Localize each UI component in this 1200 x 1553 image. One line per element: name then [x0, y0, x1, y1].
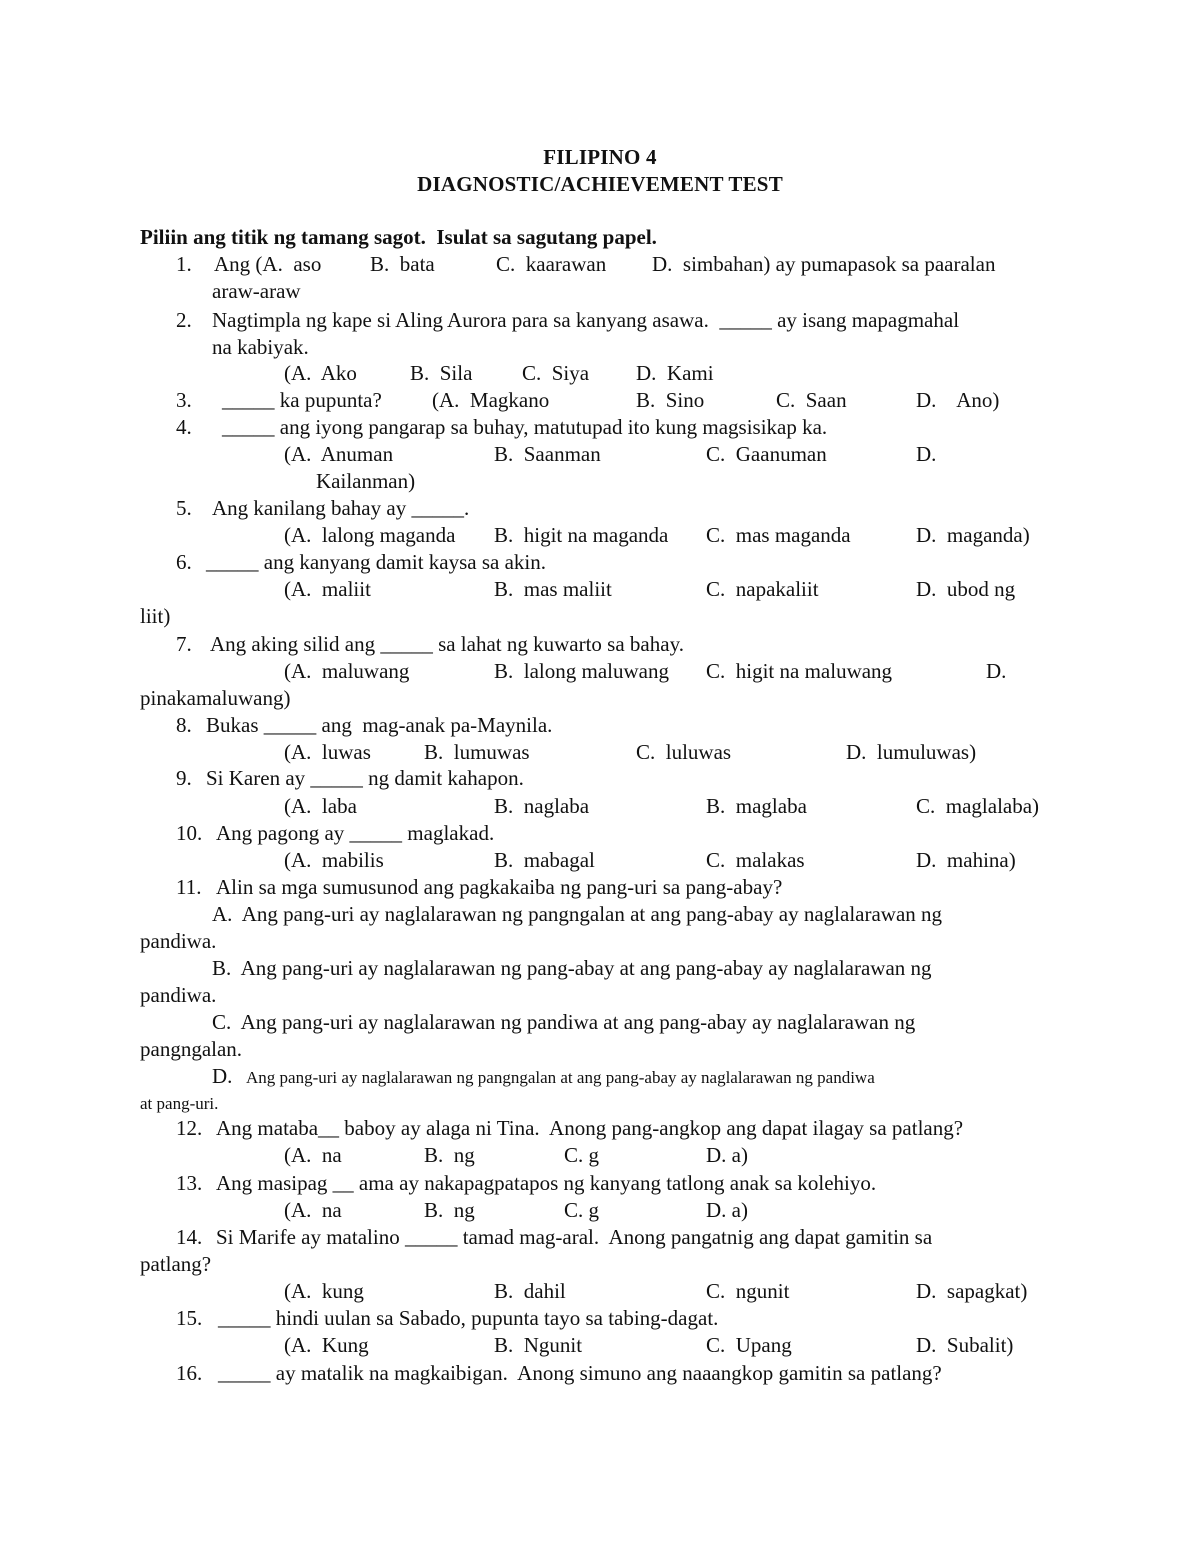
question-text: Ang masipag __ ama ay nakapagpatapos ng kanyang tatlong anak sa kolehiyo. [216, 1171, 877, 1195]
choice-d: D. [916, 442, 937, 466]
choice-continuation: pinakamaluwang) [140, 686, 291, 710]
choice-c: C. Ang pang-uri ay naglalarawan ng pandiwa at ang pang-abay ay naglalarawan ng [212, 1010, 916, 1034]
choice-a: (A. Anuman [284, 442, 394, 466]
choice-a: (A. laba [284, 794, 357, 818]
choice-d: D. [986, 659, 1007, 683]
choice-continuation: pandiwa. [140, 929, 217, 953]
choice-b: B. Saanman [494, 442, 601, 466]
choice-d: D. mahina) [916, 848, 1016, 872]
choice-continuation: pangngalan. [140, 1037, 243, 1061]
choice-a: (A. kung [284, 1279, 364, 1303]
choice-d: D. Kami [636, 361, 714, 385]
choice-c: C. Upang [706, 1333, 792, 1357]
choice-a: (A. maluwang [284, 659, 410, 683]
question-number: 12. [176, 1116, 203, 1140]
choice-a: (A. lalong maganda [284, 523, 456, 547]
choice-b: B. Ngunit [494, 1333, 583, 1357]
choice-b: B. mabagal [494, 848, 595, 872]
question-text: _____ ay matalik na magkaibigan. Anong simuno ang naaangkop gamitin sa patlang? [218, 1361, 942, 1385]
instruction: Piliin ang titik ng tamang sagot. Isulat sa sagutang papel. [140, 225, 657, 249]
choice-a: (A. na [284, 1143, 342, 1167]
choice-d: D. a) [706, 1198, 748, 1222]
question-text: Si Marife ay matalino _____ tamad mag-aral. Anong pangatnig ang dapat gamitin sa [216, 1225, 933, 1249]
question-text: Ang aking silid ang _____ sa lahat ng kuwarto sa bahay. [210, 632, 684, 656]
choice-continuation: Kailanman) [316, 469, 416, 493]
choice-a: A. Ang pang-uri ay naglalarawan ng pangngalan at ang pang-abay ay naglalarawan ng [212, 902, 943, 926]
choice-a: (A. Ako [284, 361, 357, 385]
question-continuation: araw-araw [212, 279, 301, 303]
question-number: 15. [176, 1306, 203, 1330]
choice-a: (A. Magkano [432, 388, 550, 412]
choice-c: C. malakas [706, 848, 805, 872]
choice-c: C. g [564, 1198, 600, 1222]
choice-b: B. ng [424, 1143, 475, 1167]
choice-d: D. maganda) [916, 523, 1030, 547]
choice-c: C. Gaanuman [706, 442, 827, 466]
question-text: _____ hindi uulan sa Sabado, pupunta tayo sa tabing-dagat. [218, 1306, 719, 1330]
choice-d: D. lumuluwas) [846, 740, 977, 764]
choice-d: C. maglalaba) [916, 794, 1040, 818]
document-title: FILIPINO 4 [543, 145, 657, 169]
question-text: _____ ang kanyang damit kaysa sa akin. [206, 550, 546, 574]
choice-c: C. napakaliit [706, 577, 819, 601]
choice-d: D. simbahan) ay pumapasok sa paaralan [652, 252, 996, 276]
choice-b: B. Ang pang-uri ay naglalarawan ng pang-abay at ang pang-abay ay naglalarawan ng [212, 956, 932, 980]
choice-a: (A. Kung [284, 1333, 369, 1357]
choice-c: C. ngunit [706, 1279, 790, 1303]
choice-a: (A. luwas [284, 740, 371, 764]
choice-b: B. ng [424, 1198, 475, 1222]
question-text: Nagtimpla ng kape si Aling Aurora para sa kanyang asawa. _____ ay isang mapagmahal [212, 308, 960, 332]
choice-c: B. maglaba [706, 794, 807, 818]
choice-b: B. bata [370, 252, 435, 276]
choice-d: Ang pang-uri ay naglalarawan ng pangngalan at ang pang-abay ay naglalarawan ng pandiwa [246, 1068, 875, 1087]
question-number: 9. [176, 766, 192, 790]
question-number: 5. [176, 496, 192, 520]
question-number: 14. [176, 1225, 203, 1249]
choice-d: D. Subalit) [916, 1333, 1014, 1357]
question-number: 3. [176, 388, 192, 412]
question-continuation: patlang? [140, 1252, 212, 1276]
choice-b: B. lumuwas [424, 740, 530, 764]
choice-continuation: liit) [140, 604, 171, 628]
choice-b: B. Sila [410, 361, 473, 385]
question-number: 16. [176, 1361, 203, 1385]
question-number: 10. [176, 821, 203, 845]
choice-a: (A. mabilis [284, 848, 384, 872]
question-text: Ang kanilang bahay ay _____. [212, 496, 470, 520]
choice-c: C. higit na maluwang [706, 659, 893, 683]
choice-b: B. lalong maluwang [494, 659, 669, 683]
choice-continuation: pandiwa. [140, 983, 217, 1007]
question-text: _____ ka pupunta? [222, 388, 382, 412]
choice-b: B. naglaba [494, 794, 590, 818]
choice-b: B. Sino [636, 388, 705, 412]
document-subtitle: DIAGNOSTIC/ACHIEVEMENT TEST [417, 172, 783, 196]
choice-d-letter: D. [212, 1064, 233, 1088]
choice-b: B. mas maliit [494, 577, 612, 601]
choice-d: D. ubod ng [916, 577, 1016, 601]
question-text: Ang pagong ay _____ maglakad. [216, 821, 495, 845]
question-text: Ang mataba__ baboy ay alaga ni Tina. Anong pang-angkop ang dapat ilagay sa patlang? [216, 1116, 964, 1140]
choice-d: D. a) [706, 1143, 748, 1167]
question-number: 7. [176, 632, 192, 656]
question-number: 8. [176, 713, 192, 737]
choice-a: (A. maliit [284, 577, 371, 601]
question-text: Ang (A. aso [214, 252, 322, 276]
choice-a: (A. na [284, 1198, 342, 1222]
choice-c: C. Saan [776, 388, 847, 412]
choice-c: C. mas maganda [706, 523, 851, 547]
choice-c: C. kaarawan [496, 252, 607, 276]
question-continuation: na kabiyak. [212, 335, 309, 359]
choice-b: B. higit na maganda [494, 523, 669, 547]
question-number: 4. [176, 415, 192, 439]
question-text: Alin sa mga sumusunod ang pagkakaiba ng pang-uri sa pang-abay? [216, 875, 783, 899]
choice-c: C. luluwas [636, 740, 732, 764]
choice-c: C. g [564, 1143, 600, 1167]
question-number: 1. [176, 252, 192, 276]
question-number: 13. [176, 1171, 203, 1195]
question-text: _____ ang iyong pangarap sa buhay, matutupad ito kung magsisikap ka. [222, 415, 828, 439]
question-text: Bukas _____ ang mag-anak pa-Maynila. [206, 713, 553, 737]
question-number: 11. [176, 875, 202, 899]
question-number: 2. [176, 308, 192, 332]
question-text: Si Karen ay _____ ng damit kahapon. [206, 766, 524, 790]
choice-c: C. Siya [522, 361, 590, 385]
choice-continuation: at pang-uri. [140, 1094, 219, 1113]
choice-d: D. sapagkat) [916, 1279, 1028, 1303]
choice-b: B. dahil [494, 1279, 566, 1303]
choice-d: D. Ano) [916, 388, 1000, 412]
question-number: 6. [176, 550, 192, 574]
